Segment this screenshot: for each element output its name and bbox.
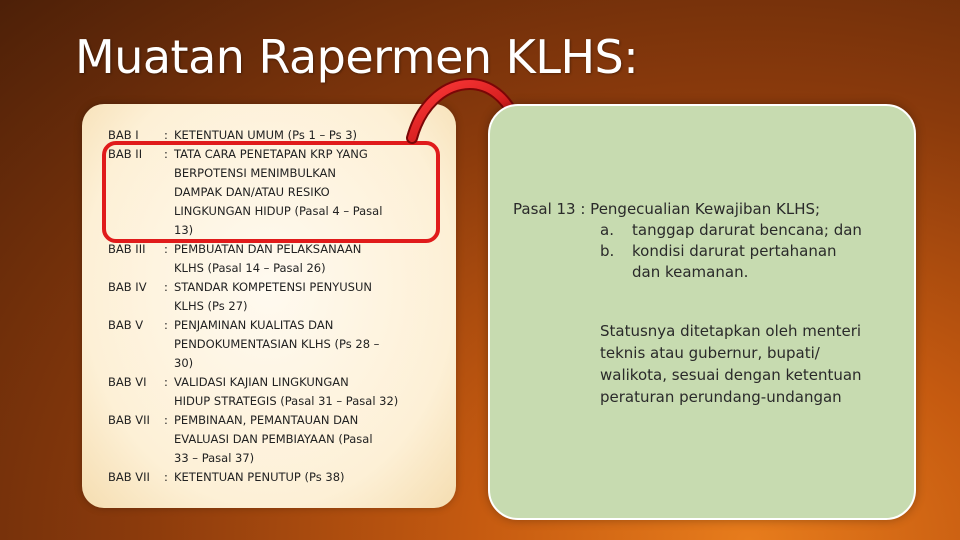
bab-content-line: PEMBINAAN, PEMANTAUAN DAN: [174, 413, 359, 427]
pasal13-item-line: dan keamanan.: [632, 263, 749, 281]
bab-content-line: PEMBUATAN DAN PELAKSANAAN: [174, 242, 362, 256]
pasal13-item-line: tanggap darurat bencana; dan: [632, 221, 862, 239]
pasal13-item-line: kondisi darurat pertahanan: [632, 242, 837, 260]
bab-row: [108, 240, 444, 278]
bab-label: BAB VI: [108, 375, 147, 389]
bab-content: [174, 411, 444, 468]
bab-label: BAB I: [108, 128, 139, 142]
bab-content: [174, 240, 444, 278]
bab-separator: :: [164, 470, 168, 484]
bab-content-line: PENJAMINAN KUALITAS DAN: [174, 318, 334, 332]
pasal13-items: [513, 220, 903, 283]
pasal13-item-text: [632, 220, 903, 241]
bab-row: [108, 316, 444, 373]
bab-content-line: 13): [174, 223, 194, 237]
bab-content-line: KETENTUAN UMUM (Ps 1 – Ps 3): [174, 128, 358, 142]
bab-separator: :: [164, 413, 168, 427]
bab-content: [174, 373, 444, 411]
bab-separator: :: [164, 147, 168, 161]
status-line: Statusnya ditetapkan oleh menteri: [600, 322, 862, 340]
pasal13-item-text: [632, 241, 903, 283]
pasal13-item-marker: b.: [600, 242, 615, 260]
bab-label: BAB III: [108, 242, 146, 256]
bab-row: [108, 373, 444, 411]
bab-content: [174, 316, 444, 373]
highlight-frame: [102, 141, 440, 243]
bab-content-line: HIDUP STRATEGIS (Pasal 31 – Pasal 32): [174, 394, 399, 408]
bab-content-line: 33 – Pasal 37): [174, 451, 255, 465]
bab-separator: :: [164, 318, 168, 332]
bab-row: [108, 468, 444, 487]
bab-content: [174, 278, 444, 316]
status-line: peraturan perundang-undangan: [600, 388, 842, 406]
bab-separator: :: [164, 375, 168, 389]
status-text: [600, 320, 900, 408]
pasal13-heading: Pasal 13 : Pengecualian Kewajiban KLHS;: [513, 200, 821, 218]
bab-label: BAB IV: [108, 280, 147, 294]
pasal-panel: [488, 104, 916, 520]
bab-content-line: STANDAR KOMPETENSI PENYUSUN: [174, 280, 372, 294]
bab-content-line: KLHS (Pasal 14 – Pasal 26): [174, 261, 326, 275]
bab-row: [108, 278, 444, 316]
pasal13-item: [600, 241, 903, 283]
pasal13-item: [600, 220, 903, 241]
bab-separator: :: [164, 128, 168, 142]
bab-content-line: BERPOTENSI MENIMBULKAN: [174, 166, 336, 180]
bab-label: BAB VII: [108, 470, 150, 484]
bab-content-line: LINGKUNGAN HIDUP (Pasal 4 – Pasal: [174, 204, 383, 218]
bab-separator: :: [164, 280, 168, 294]
bab-content: [174, 468, 444, 487]
bab-separator: :: [164, 242, 168, 256]
status-line: teknis atau gubernur, bupati/: [600, 344, 820, 362]
bab-content-line: VALIDASI KAJIAN LINGKUNGAN: [174, 375, 349, 389]
bab-row: [108, 411, 444, 468]
bab-label: BAB VII: [108, 413, 150, 427]
slide-title: Muatan Rapermen KLHS:: [75, 30, 639, 84]
bab-content-line: KETENTUAN PENUTUP (Ps 38): [174, 470, 345, 484]
status-line: walikota, sesuai dengan ketentuan: [600, 366, 862, 384]
bab-content-line: 30): [174, 356, 194, 370]
bab-content-line: KLHS (Ps 27): [174, 299, 248, 313]
bab-content-line: EVALUASI DAN PEMBIAYAAN (Pasal: [174, 432, 373, 446]
pasal13-item-marker: a.: [600, 221, 614, 239]
bab-content-line: PENDOKUMENTASIAN KLHS (Ps 28 –: [174, 337, 380, 351]
bab-content-line: TATA CARA PENETAPAN KRP YANG: [174, 147, 368, 161]
bab-label: BAB II: [108, 147, 143, 161]
bab-content-line: DAMPAK DAN/ATAU RESIKO: [174, 185, 330, 199]
bab-label: BAB V: [108, 318, 144, 332]
pasal13-block: [513, 199, 903, 283]
